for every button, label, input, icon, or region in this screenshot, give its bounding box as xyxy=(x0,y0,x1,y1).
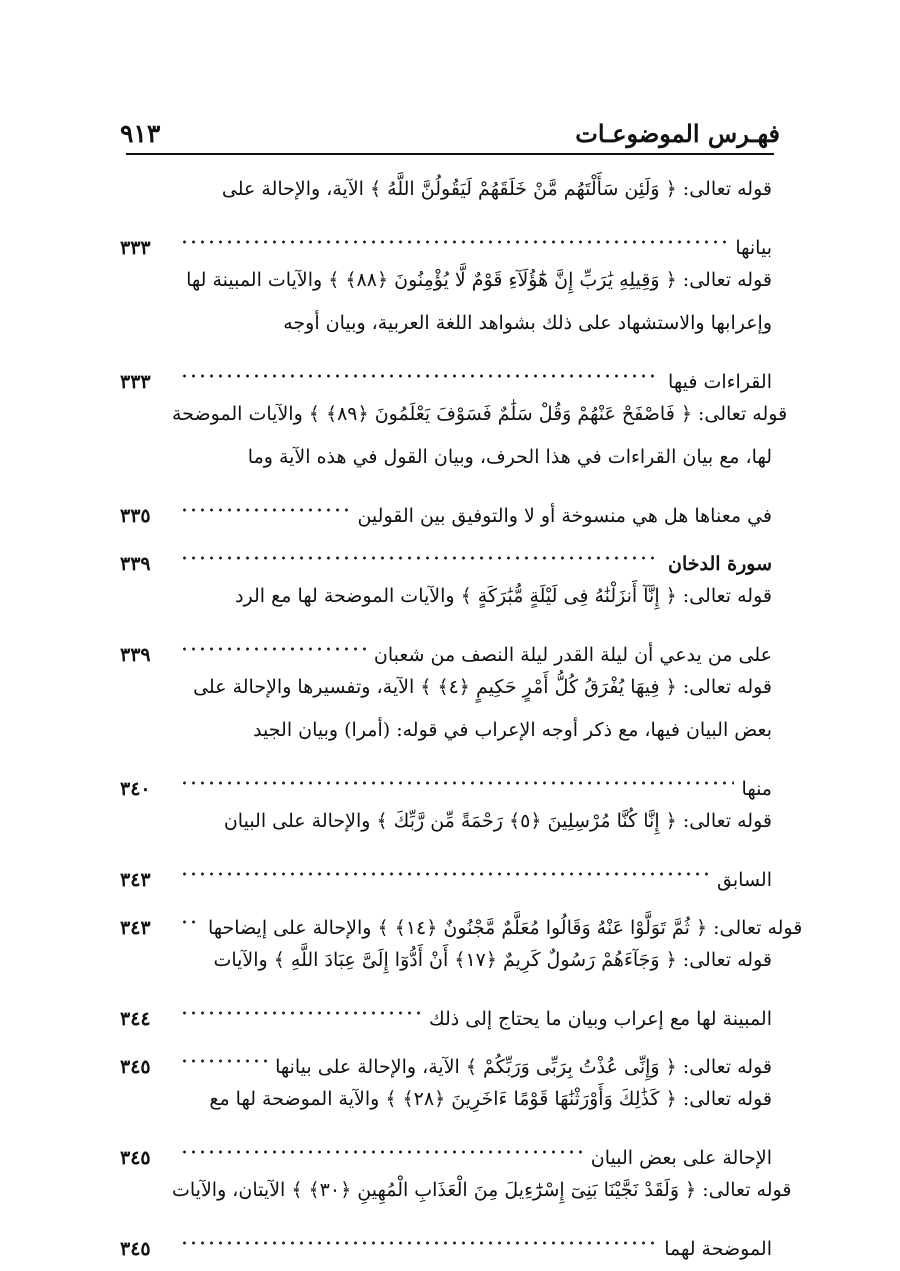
entry-page-number: ٣٤٥ xyxy=(120,1147,151,1169)
page-number: ٩١٣ xyxy=(120,119,161,148)
dot-leader xyxy=(180,1121,583,1164)
dot-leader xyxy=(180,211,727,254)
entry-text: قوله تعالى: ﴿ إِنَّا كُنَّا مُرْسِلِينَ ﴿٥﴾ رَحْمَةً مِّن رَّبِّكَ ﴾ والإحالة على البيان xyxy=(223,810,772,832)
entry-text: قوله تعالى: ﴿ كَذَٰلِكَ وَأَوْرَثْنَٰهَا قَوْمًا ءَاخَرِينَ ﴿٢٨﴾ ﴾ والآية الموضحة لها مع xyxy=(209,1088,772,1110)
entry-line xyxy=(120,1169,792,1212)
entry-text: قوله تعالى: ﴿ إِنَّآ أَنزَلْنَٰهُ فِى لَيْلَةٍ مُّبَٰرَكَةٍ ﴾ والآيات الموضحة لها مع الرد xyxy=(235,585,772,607)
index-entry xyxy=(120,259,772,393)
entry-text: بعض البيان فيها، مع ذكر أوجه الإعراب في قوله: (أمرا) وبيان الجيد xyxy=(253,719,772,741)
entry-page-number: ٣٤٤ xyxy=(120,1008,151,1030)
dot-leader xyxy=(180,752,734,795)
entry-text: الموضحة لهما xyxy=(664,1238,772,1260)
entry-last-line xyxy=(120,891,803,939)
entry-line xyxy=(120,302,772,345)
entry-text: الإحالة على بعض البيان xyxy=(590,1147,772,1169)
page-header xyxy=(120,108,780,148)
entry-text: لها، مع بيان القراءات في هذا الحرف، وبيان القول في هذه الآية وما xyxy=(247,446,772,468)
entry-page-number: ٣٤٣ xyxy=(120,917,151,939)
entry-text: قوله تعالى: ﴿ فِيهَا يُفْرَقُ كُلُّ أَمْرٍ حَكِيمٍ ﴿٤﴾ ﴾ الآية، وتفسيرها والإحالة على xyxy=(193,676,772,698)
entry-text: قوله تعالى: ﴿ وَقِيلِهِ يَٰرَبِّ إِنَّ هَٰٓؤُلَآءِ قَوْمٌ لَّا يُؤْمِنُونَ ﴿٨٨﴾ ﴾ والآيات المبينة لها xyxy=(186,269,772,291)
entry-line xyxy=(120,575,772,618)
entry-page-number: ٣٣٣ xyxy=(120,371,151,393)
entry-page-number: ٣٤٣ xyxy=(120,869,151,891)
entry-text: قوله تعالى: ﴿ وَلَقَدْ نَجَّيْنَا بَنِىٓ إِسْرَٰٓءِيلَ مِنَ الْعَذَابِ الْمُهِينِ ﴿٣٠﴾ ﴾ الآيتان، والآيات xyxy=(172,1179,792,1201)
entry-text: قوله تعالى: ﴿ وَإِنِّى عُذْتُ بِرَبِّى وَرَبِّكُمْ ﴾ الآية، والإحالة على بيانها xyxy=(275,1056,772,1078)
dot-leader xyxy=(180,891,200,934)
entry-last-line xyxy=(120,1121,772,1169)
entry-text: القراءات فيها xyxy=(668,371,772,393)
dot-leader xyxy=(180,1212,656,1255)
header-divider xyxy=(126,153,774,155)
entry-last-line xyxy=(120,479,772,527)
index-entry xyxy=(120,800,772,891)
entry-line xyxy=(120,168,772,211)
entry-text: منها xyxy=(741,778,772,800)
entry-page-number: ٣٣٣ xyxy=(120,237,151,259)
index-entry xyxy=(120,575,772,666)
entry-text: بيانها xyxy=(735,237,772,259)
entry-last-line xyxy=(120,1212,772,1260)
index-entry xyxy=(120,1169,792,1260)
entry-line xyxy=(120,259,772,302)
index-entry xyxy=(120,393,788,527)
surah-title: سورة الدخان xyxy=(667,553,772,575)
entry-text: على من يدعي أن ليلة القدر ليلة النصف من شعبان xyxy=(373,644,772,666)
entry-line xyxy=(120,800,772,843)
entry-line xyxy=(120,939,772,982)
entry-page-number: ٣٣٩ xyxy=(120,644,151,666)
entry-text: المبينة لها مع إعراب وبيان ما يحتاج إلى ذلك xyxy=(428,1008,772,1030)
entry-text: وإعرابها والاستشهاد على ذلك بشواهد اللغة العربية، وبيان أوجه xyxy=(283,312,772,334)
dot-leader xyxy=(180,1030,267,1073)
dot-leader xyxy=(180,479,349,522)
entry-page-number: ٣٤٥ xyxy=(120,1238,151,1260)
entry-text: في معناها هل هي منسوخة أو لا والتوفيق بين القولين xyxy=(357,505,772,527)
page-title: فهـرس الموضوعـات xyxy=(575,119,780,148)
entry-text: قوله تعالى: ﴿ وَجَآءَهُمْ رَسُولٌ كَرِيمٌ ﴿١٧﴾ أَنْ أَدُّوٓا إِلَىَّ عِبَادَ اللَّهِ ﴾ والآيات xyxy=(213,949,772,971)
dot-leader xyxy=(180,527,660,570)
entry-line xyxy=(120,1078,772,1121)
entry-text: السابق xyxy=(717,869,772,891)
entry-text: قوله تعالى: ﴿ وَلَئِن سَأَلْتَهُم مَّنْ خَلَقَهُمْ لَيَقُولُنَّ اللَّهُ ﴾ الآية، والإحالة على xyxy=(221,178,772,200)
dot-leader xyxy=(180,618,366,661)
entry-page-number: ٣٤٠ xyxy=(120,778,151,800)
entry-last-line xyxy=(120,982,772,1030)
entry-text: قوله تعالى: ﴿ فَاصْفَحْ عَنْهُمْ وَقُلْ سَلَٰمٌ فَسَوْفَ يَعْلَمُونَ ﴿٨٩﴾ ﴾ والآيات الموضحة xyxy=(172,403,788,425)
entry-page-number: ٣٤٥ xyxy=(120,1056,151,1078)
dot-leader xyxy=(180,982,421,1025)
entry-line xyxy=(120,393,788,436)
entry-text: قوله تعالى: ﴿ ثُمَّ تَوَلَّوْا عَنْهُ وَقَالُوا مُعَلَّمٌ مَّجْنُونٌ ﴿١٤﴾ ﴾ والإحالة على إيضاحها xyxy=(208,917,803,939)
entry-last-line xyxy=(120,843,772,891)
entry-page-number: ٣٣٩ xyxy=(120,553,151,575)
entry-line xyxy=(120,436,772,479)
entry-page-number: ٣٣٥ xyxy=(120,505,151,527)
index-entry xyxy=(120,1078,772,1169)
dot-leader xyxy=(180,843,709,886)
entry-last-line xyxy=(120,345,772,393)
entry-last-line xyxy=(120,752,772,800)
entry-last-line xyxy=(120,618,772,666)
index-entries xyxy=(120,168,803,1260)
entry-line xyxy=(120,709,772,752)
index-entry xyxy=(120,666,772,800)
index-entry xyxy=(120,939,772,1030)
entry-line xyxy=(120,666,772,709)
index-entry xyxy=(120,891,803,939)
index-entry xyxy=(120,168,772,259)
dot-leader xyxy=(180,345,660,388)
entry-last-line xyxy=(120,211,772,259)
